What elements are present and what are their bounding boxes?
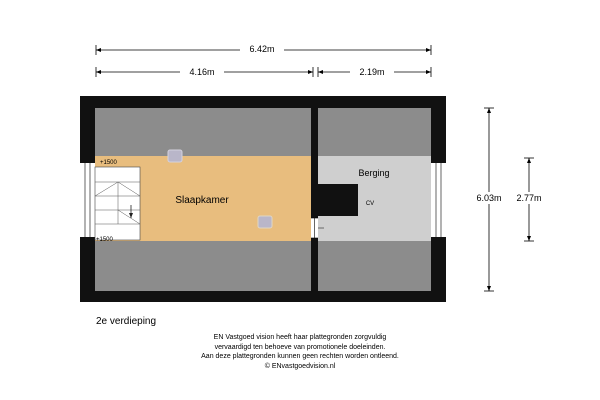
- room-label-storage: Berging: [358, 168, 390, 178]
- disclaimer-line: © ENvastgoedvision.nl: [264, 362, 336, 370]
- ceiling-light-icon: [258, 216, 272, 228]
- roof-slope-top-right: [318, 108, 431, 156]
- window-right: [431, 163, 446, 237]
- dimension-right-width: [318, 65, 431, 77]
- total-depth-label: 6.03m: [476, 193, 502, 203]
- height-marker-bottom: +1500: [96, 237, 113, 243]
- room-depth-label: 2.77m: [516, 193, 542, 203]
- dimension-total-width: [96, 43, 431, 55]
- roof-slope-bottom-right: [318, 241, 431, 291]
- interior-wall: [311, 108, 318, 218]
- total-width-label: 6.42m: [249, 44, 275, 54]
- disclaimer-line: vervaardigd ten behoeve van promotionele doeleinden.: [214, 343, 386, 351]
- floor-level-label: 2e verdieping: [96, 316, 157, 327]
- dimension-left-width: [96, 65, 313, 77]
- disclaimer: [0, 333, 600, 371]
- room-label-boiler: CV: [365, 201, 375, 207]
- room-label-bedroom: Slaapkamer: [175, 195, 229, 206]
- dimension-room-depth: [511, 158, 549, 241]
- staircase: [95, 167, 140, 240]
- interior-wall-lower: [311, 238, 318, 291]
- window-left: [80, 163, 95, 237]
- right-width-label: 2.19m: [359, 67, 385, 77]
- height-marker-top: +1500: [100, 160, 117, 166]
- left-width-label: 4.16m: [189, 67, 215, 77]
- dimension-total-depth: [470, 108, 508, 291]
- disclaimer-line: EN Vastgoed vision heeft haar plattegronden zorgvuldig: [213, 334, 387, 341]
- ceiling-light-icon: [168, 150, 182, 162]
- shaft-block: [318, 184, 358, 216]
- roof-slope-bottom-left: [95, 241, 311, 291]
- disclaimer-line: Aan deze plattegronden kunnen geen rechten worden ontleend.: [201, 353, 399, 360]
- roof-slope-top-left: [95, 108, 311, 156]
